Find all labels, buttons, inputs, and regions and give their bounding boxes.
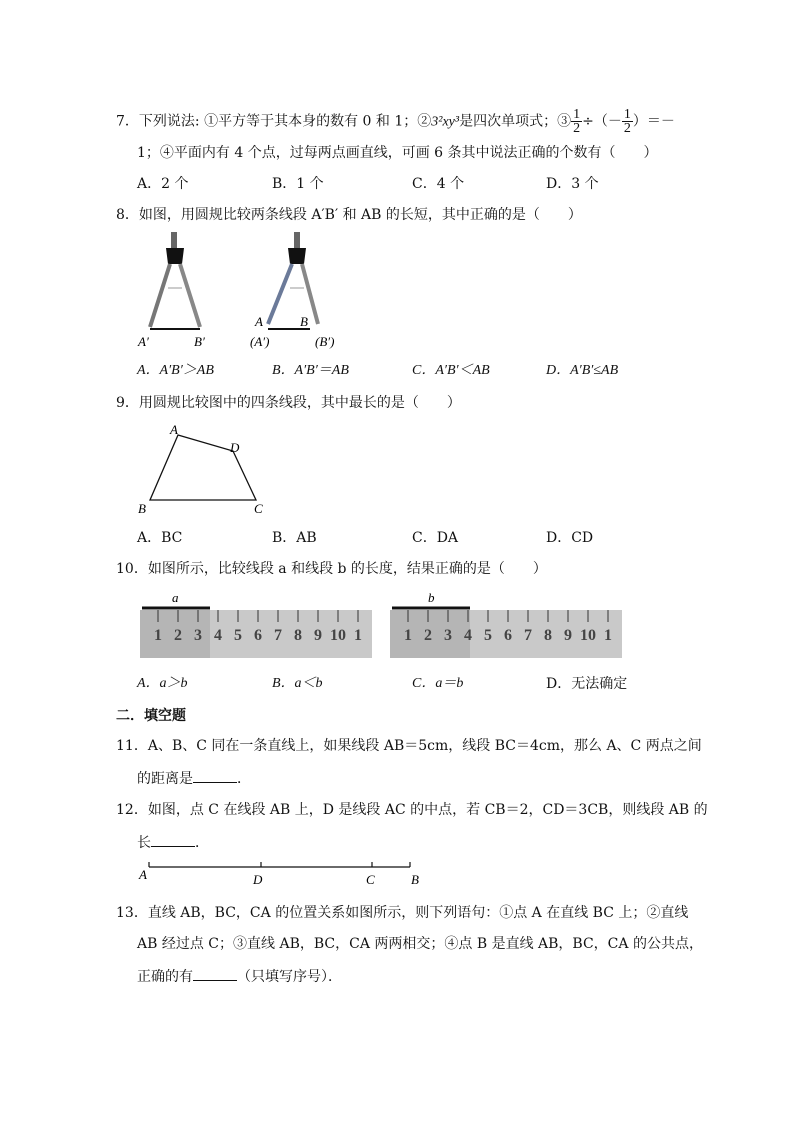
q10a-digit-3: 3 [194, 627, 202, 644]
q10-ruler-a [140, 588, 372, 662]
q10-ruler-b [390, 588, 622, 662]
q10-label-b: b [428, 590, 435, 605]
q7-text-d: ）＝－ [632, 113, 675, 130]
q8-label-b3: (B′) [315, 334, 335, 349]
q11-period: ． [237, 771, 251, 787]
q9-label-d: D [230, 440, 240, 455]
q8-label-a3: (A′) [250, 334, 270, 349]
q8-text: 如图，用圆规比较两条线段 A′B′ 和 AB 的长短，其中正确的是（ ） [138, 207, 582, 223]
q7-fraction-1: $\frac{1}{2}$ [573, 107, 581, 136]
q8-number: 8． [116, 207, 139, 223]
q11-line1 [116, 736, 702, 756]
q10a-digit-8: 8 [294, 627, 302, 644]
q10a-digit-11: 1 [354, 627, 362, 644]
compass-right-icon [268, 232, 318, 324]
q9-option-a[interactable]: A．BC [137, 530, 183, 546]
q13-text-4: （只填写序号）． [237, 969, 342, 985]
q8-stem [116, 205, 582, 225]
q9-number: 9． [116, 395, 139, 411]
q8-label-b2: B [300, 314, 308, 329]
q10a-digit-6: 6 [254, 627, 262, 644]
q7-text-b: 是四次单项式；③ [459, 113, 572, 130]
q9-option-c[interactable]: C．DA [412, 530, 459, 546]
q9-label-b: B [138, 501, 146, 516]
q7-option-b[interactable]: B．1 个 [272, 176, 324, 192]
q9-label-a: A [170, 422, 178, 437]
q7-number: 7． [116, 113, 139, 130]
q10b-digit-5: 5 [484, 627, 492, 644]
q9-text: 用圆规比较图中的四条线段，其中最长的是（ ） [138, 395, 461, 411]
q10b-digit-4: 4 [464, 627, 472, 644]
q8-label-b1: B′ [194, 334, 205, 349]
q8-option-d[interactable]: D．A′B′≤AB [546, 363, 619, 378]
q7-line2: 1；④平面内有 4 个点，过每两点画直线，可画 6 条其中说法正确的个数有（ ） [137, 145, 658, 161]
q10b-digit-3: 3 [444, 627, 452, 644]
q11-text-2: 的距离是 [137, 771, 193, 787]
q9-label-c: C [254, 501, 263, 516]
q10-option-c[interactable]: C．a＝b [412, 676, 464, 691]
q10-option-b[interactable]: B．a＜b [272, 676, 323, 691]
q9-quadrilateral [150, 435, 256, 500]
q8-compass-figure [130, 232, 350, 354]
q7-option-d[interactable]: D．3 个 [546, 176, 599, 192]
q10a-digit-4: 4 [214, 627, 222, 644]
q7-line1 [116, 108, 675, 135]
q10b-digit-8: 8 [544, 627, 552, 644]
q10b-digit-11: 1 [604, 627, 612, 644]
q10b-digit-10: 10 [580, 627, 596, 644]
q9-stem [116, 393, 461, 413]
q13-number: 13． [116, 905, 148, 921]
q10b-digit-9: 9 [564, 627, 572, 644]
q9-quadrilateral-figure [130, 420, 280, 520]
q7-fraction-2: $\frac{1}{2}$ [623, 107, 631, 136]
section-title: 二．填空题 [116, 708, 186, 724]
q7-expression: 3²xy³ [431, 114, 460, 130]
q10-stem [116, 559, 547, 579]
q12-label-d: D [253, 872, 263, 887]
q12-answer-blank[interactable] [151, 832, 195, 847]
q10b-digit-1: 1 [404, 627, 412, 644]
q7-option-c[interactable]: C．4 个 [412, 176, 465, 192]
q10a-digit-1: 1 [154, 627, 162, 644]
q7-text-c: ÷（－ [582, 113, 622, 130]
q12-segment-figure [135, 860, 435, 890]
q7-option-a[interactable]: A．2 个 [137, 176, 189, 192]
q13-text-3: 正确的有 [137, 969, 193, 985]
q12-text-2: 长 [137, 835, 151, 851]
q13-line1 [116, 903, 688, 923]
q11-answer-blank[interactable] [193, 768, 237, 783]
q8-label-a1: A′ [138, 334, 149, 349]
q12-label-b: B [411, 872, 419, 887]
q9-option-b[interactable]: B．AB [272, 530, 317, 546]
q10a-digit-5: 5 [234, 627, 242, 644]
q10b-digit-7: 7 [524, 627, 532, 644]
q7-text-a: 下列说法: ①平方等于其本身的数有 0 和 1；② [138, 113, 432, 130]
q12-label-a: A [139, 867, 147, 882]
q10-label-a: a [172, 590, 179, 605]
q10b-digit-2: 2 [424, 627, 432, 644]
q10a-digit-7: 7 [274, 627, 282, 644]
q8-label-a2: A [255, 314, 263, 329]
compass-left-icon [150, 232, 200, 327]
q10-option-a[interactable]: A．a＞b [137, 676, 188, 691]
q11-number: 11． [116, 738, 148, 754]
q13-line3 [137, 966, 342, 987]
q13-line2: AB 经过点 C；③直线 AB，BC，CA 两两相交；④点 B 是直线 AB，BC，CA 的公共点， [137, 936, 703, 952]
q10b-digit-6: 6 [504, 627, 512, 644]
q10-text: 如图所示，比较线段 a 和线段 b 的长度，结果正确的是（ ） [147, 561, 547, 577]
q12-label-c: C [366, 872, 375, 887]
q10a-digit-9: 9 [314, 627, 322, 644]
q13-answer-blank[interactable] [193, 966, 237, 981]
q10a-digit-10: 10 [330, 627, 346, 644]
q11-text: A、B、C 同在一条直线上，如果线段 AB＝5cm，线段 BC＝4cm，那么 A、C 两点之间 [147, 738, 702, 754]
q13-text-1: 直线 AB，BC，CA 的位置关系如图所示，则下列语句：①点 A 在直线 BC 上；②直线 [147, 905, 689, 921]
q8-option-a[interactable]: A．A′B′＞AB [137, 363, 214, 378]
q10-option-d[interactable]: D．无法确定 [546, 676, 628, 692]
q11-line2 [137, 768, 251, 789]
q8-option-c[interactable]: C．A′B′＜AB [412, 363, 490, 378]
q12-period: ． [195, 835, 209, 851]
q8-option-b[interactable]: B．A′B′＝AB [272, 363, 349, 378]
q10a-digit-2: 2 [174, 627, 182, 644]
q12-line1 [116, 800, 708, 820]
q12-line2 [137, 832, 209, 853]
q12-number: 12． [116, 802, 148, 818]
q9-option-d[interactable]: D．CD [546, 530, 594, 546]
q12-text: 如图，点 C 在线段 AB 上，D 是线段 AC 的中点，若 CB＝2，CD＝3CB，则线段 AB 的 [147, 802, 708, 818]
q10-number: 10． [116, 561, 148, 577]
